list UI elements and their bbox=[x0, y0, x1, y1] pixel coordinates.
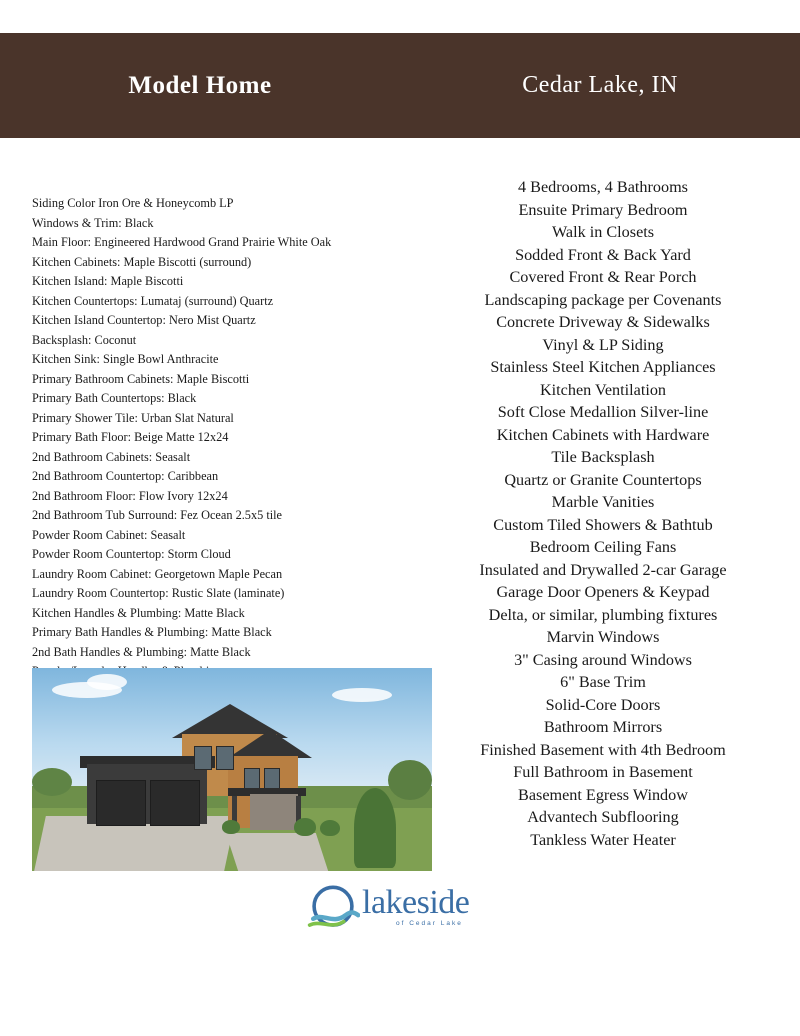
feature-item: Insulated and Drywalled 2-car Garage bbox=[479, 560, 727, 579]
shrub bbox=[354, 788, 396, 868]
feature-item: Solid-Core Doors bbox=[545, 695, 661, 714]
feature-item: Ensuite Primary Bedroom bbox=[518, 200, 688, 219]
spec-item: Primary Shower Tile: Urban Slat Natural bbox=[32, 410, 234, 425]
spec-item: Kitchen Handles & Plumbing: Matte Black bbox=[32, 605, 245, 620]
spec-item: 2nd Bathroom Countertop: Caribbean bbox=[32, 469, 219, 483]
feature-item: Tankless Water Heater bbox=[530, 830, 676, 849]
spec-item: Kitchen Cabinets: Maple Biscotti (surround) bbox=[32, 254, 252, 269]
page-title: Model Home bbox=[128, 71, 272, 99]
feature-item: Basement Egress Window bbox=[518, 785, 688, 804]
shrub bbox=[320, 820, 340, 836]
spec-item: Siding Color Iron Ore & Honeycomb LP bbox=[32, 196, 234, 210]
spec-item: 2nd Bathroom Floor: Flow Ivory 12x24 bbox=[32, 488, 228, 503]
feature-item: Custom Tiled Showers & Bathtub bbox=[493, 515, 713, 534]
feature-item: Landscaping package per Covenants bbox=[484, 290, 722, 309]
garage-door bbox=[96, 780, 146, 826]
feature-item: 6" Base Trim bbox=[560, 673, 646, 691]
feature-item: Vinyl & LP Siding bbox=[542, 335, 664, 354]
feature-item: Delta, or similar, plumbing fixtures bbox=[488, 605, 718, 624]
roof-gable bbox=[228, 730, 312, 758]
window bbox=[216, 746, 234, 770]
spec-item: Laundry Room Cabinet: Georgetown Maple Pecan bbox=[32, 566, 283, 581]
window bbox=[244, 768, 260, 790]
feature-item: Sodded Front & Back Yard bbox=[515, 245, 691, 264]
spec-item: Primary Bath Countertops: Black bbox=[32, 391, 197, 405]
feature-item: Tile Backsplash bbox=[551, 448, 655, 466]
window bbox=[264, 768, 280, 790]
feature-item: Walk in Closets bbox=[551, 223, 655, 241]
lakeside-logo bbox=[300, 880, 500, 936]
feature-item: 3" Casing around Windows bbox=[514, 650, 692, 669]
spec-item: Primary Bathroom Cabinets: Maple Biscotti bbox=[32, 371, 250, 386]
tree bbox=[32, 768, 72, 796]
spec-item: 2nd Bathroom Tub Surround: Fez Ocean 2.5x5 tile bbox=[32, 508, 283, 522]
spec-item: Backsplash: Coconut bbox=[32, 332, 137, 347]
spec-item: Kitchen Island: Maple Biscotti bbox=[32, 274, 184, 288]
spec-item: Windows & Trim: Black bbox=[32, 215, 154, 230]
spec-item: Primary Bath Handles & Plumbing: Matte Black bbox=[32, 625, 272, 639]
home-exterior-rendering bbox=[32, 668, 432, 871]
garage-door bbox=[150, 780, 200, 826]
cloud bbox=[87, 674, 127, 690]
feature-item: Kitchen Ventilation bbox=[539, 380, 667, 399]
logo-wordmark: lakeside bbox=[362, 884, 470, 921]
feature-item: Finished Basement with 4th Bedroom bbox=[480, 740, 726, 759]
spec-item: Powder Room Cabinet: Seasalt bbox=[32, 527, 186, 542]
feature-item: Concrete Driveway & Sidewalks bbox=[496, 313, 710, 331]
features-list bbox=[430, 176, 776, 851]
tree bbox=[388, 760, 432, 800]
walkway bbox=[226, 833, 328, 871]
spec-item: Laundry Room Countertop: Rustic Slate (laminate) bbox=[32, 586, 285, 600]
logo-tagline: of Cedar Lake bbox=[396, 920, 463, 927]
spec-item: Kitchen Island Countertop: Nero Mist Quartz bbox=[32, 313, 256, 327]
window bbox=[194, 746, 212, 770]
feature-item: Full Bathroom in Basement bbox=[513, 763, 693, 781]
feature-item: Soft Close Medallion Silver-line bbox=[497, 403, 709, 421]
feature-item: Marble Vanities bbox=[551, 493, 655, 511]
spec-item: Kitchen Sink: Single Bowl Anthracite bbox=[32, 352, 219, 366]
spec-item: 2nd Bath Handles & Plumbing: Matte Black bbox=[32, 644, 251, 659]
feature-item: Advantech Subflooring bbox=[527, 808, 679, 826]
feature-item: Covered Front & Rear Porch bbox=[509, 268, 697, 286]
lake-circle-icon bbox=[306, 882, 360, 934]
feature-item: Stainless Steel Kitchen Appliances bbox=[490, 358, 716, 376]
spec-item: Main Floor: Engineered Hardwood Grand Prairie White Oak bbox=[32, 235, 332, 249]
stone-veneer bbox=[250, 794, 298, 830]
spec-item: Kitchen Countertops: Lumataj (surround) Quartz bbox=[32, 293, 274, 308]
cloud bbox=[332, 688, 392, 702]
shrub bbox=[294, 818, 316, 836]
spec-item: 2nd Bathroom Cabinets: Seasalt bbox=[32, 449, 191, 464]
feature-item: 4 Bedrooms, 4 Bathrooms bbox=[518, 178, 688, 196]
specifications-list bbox=[32, 194, 412, 701]
shrub bbox=[222, 820, 240, 834]
feature-item: Kitchen Cabinets with Hardware bbox=[496, 425, 710, 444]
header-band bbox=[0, 33, 800, 138]
feature-item: Garage Door Openers & Keypad bbox=[496, 583, 710, 601]
spec-item: Primary Bath Floor: Beige Matte 12x24 bbox=[32, 430, 229, 444]
feature-item: Quartz or Granite Countertops bbox=[504, 470, 702, 489]
feature-item: Bathroom Mirrors bbox=[543, 718, 663, 736]
spec-item: Powder Room Countertop: Storm Cloud bbox=[32, 547, 231, 561]
feature-item: Marvin Windows bbox=[546, 628, 660, 646]
feature-item: Bedroom Ceiling Fans bbox=[529, 538, 677, 556]
location-title: Cedar Lake, IN bbox=[522, 72, 678, 98]
